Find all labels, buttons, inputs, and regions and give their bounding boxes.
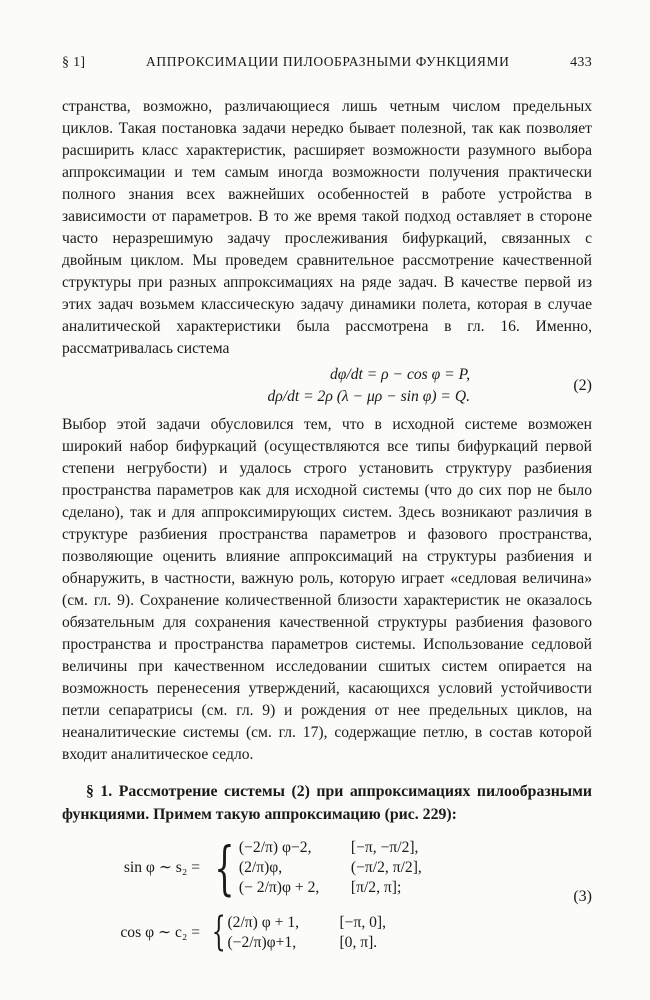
cos-case-expr: (−2/π)φ+1, [227, 933, 297, 951]
running-head [62, 54, 592, 76]
sin-case-interval: [−π, −π/2], [350, 839, 419, 856]
body-text [62, 96, 592, 766]
sin-cases [239, 838, 422, 897]
sin-case-expr: (−2/π) φ−2, [238, 839, 312, 856]
cos-approximation [102, 909, 386, 955]
left-brace-icon: { [211, 909, 226, 955]
section-heading: § 1. Рассмотрение системы (2) при аппроксимациях пилообразными функциями. Примем такую аппроксимацию (рис. 229): [62, 783, 592, 823]
sin-case-expr: (− 2/π)φ + 2, [238, 879, 320, 896]
left-brace-icon: { [214, 833, 235, 902]
cos-case-expr: (2/π) φ + 1, [227, 913, 300, 931]
section-mark: § 1] [62, 55, 86, 70]
sin-case-interval: (−π/2, π/2], [350, 859, 422, 876]
sin-case-expr: (2/π)φ, [238, 859, 283, 876]
equation-2-line-1: dφ/dt = ρ − cos φ = P, [329, 366, 470, 383]
sin-approximation [102, 833, 422, 902]
running-title: АППРОКСИМАЦИИ ПИЛООБРАЗНЫМИ ФУНКЦИЯМИ [146, 54, 510, 69]
equation-3-number: (3) [573, 888, 592, 905]
paragraph-continued: странства, возможно, различающиеся лишь четным числом предельных циклов. Такая постановка задачи нередко бывает полезной, так как позволяет расширить класс характеристик, расширяет возможности разумного выбора аппроксимации и тем самым иногда возможности получения практически полного знания всех важнейших особенностей в работе устройства в зависимости от параметров. В то же время такой подход оставляет в стороне часто неразрешимую задачу прослеживания бифуркаций, связанных с двойным циклом. Мы проведем сравнительное рассмотрение качественной структуры при разных аппроксимациях на ряде задач. В качестве первой из этих задач возьмем классическую задачу динамики полета, которая в случае аналитической характеристики была рассмотрена в гл. 16. Именно, рассматривалась система [62, 98, 592, 357]
cos-lhs: cos φ ∼ c₂ = [120, 923, 200, 941]
paragraph-main: Выбор этой задачи обусловился тем, что в исходной системе возможен широкий набор бифуркаций (осуществляются все типы бифуркаций первой степени негрубости) и удалось строго установить структуру разбиения пространства параметров как для исходной системы (что до сих пор не было сделано), так и для аппроксимирующих систем. Здесь возникают различия в структуре разбиения пространства параметров и фазового пространства, позволяющие оценить влияние аппроксимаций на структуры разбиения и обнаружить, в частности, важную роль, которую играет «седловая величина» (см. гл. 9). Сохранение количественной близости характеристик не оказалось обязательным для сохранения качественной структуры разбиения фазового пространства и пространства параметров системы. Использование седловой величины при качественном исследовании сшитых систем опирается на возможность перенесения утверждений, касающихся условий устойчивости петли сепаратрисы (см. гл. 9) и рождения от нее предельных циклов, на неаналитические системы (см. гл. 17), содержащие петлю, в состав которой входит аналитическое седло. [62, 416, 592, 763]
sin-lhs: sin φ ∼ s₂ = [123, 859, 200, 876]
equation-2-number: (2) [573, 377, 592, 394]
page-number: 433 [570, 55, 592, 70]
cos-cases [227, 913, 386, 952]
equation-2 [62, 364, 592, 408]
equation-3 [62, 833, 592, 958]
cos-case-interval: [0, π]. [339, 933, 378, 951]
cos-case-interval: [−π, 0], [339, 913, 386, 931]
sin-case-interval: [π/2, π]; [350, 879, 402, 896]
equation-2-line-2: dρ/dt = 2ρ (λ − μρ − sin φ) = Q. [267, 388, 470, 405]
book-page [62, 54, 592, 958]
